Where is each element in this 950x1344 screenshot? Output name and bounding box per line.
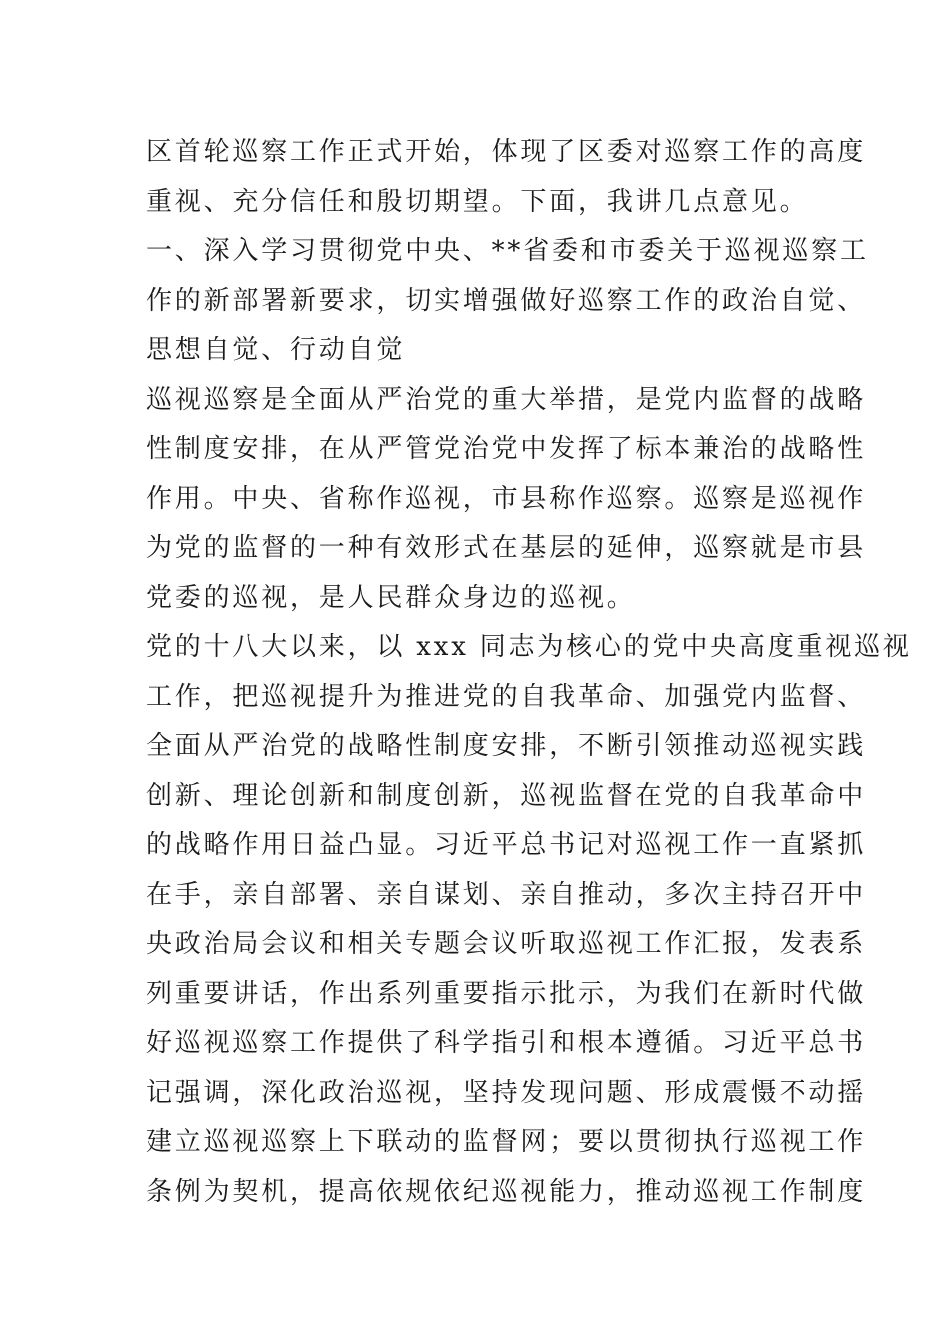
section-heading-line: 作的新部署新要求，切实增强做好巡察工作的政治自觉、 <box>146 285 867 316</box>
text-line: 重视、充分信任和殷切期望。下面，我讲几点意见。 <box>146 186 809 217</box>
text-line: 作用。中央、省称作巡视，市县称作巡察。巡察是巡视作 <box>146 483 867 514</box>
text-line: 为党的监督的一种有效形式在基层的延伸，巡察就是市县 <box>146 533 867 563</box>
text-line: 工作，把巡视提升为推进党的自我革命、加强党内监督、 <box>146 681 867 712</box>
text-line: 央政治局会议和相关专题会议听取巡视工作汇报，发表系 <box>146 929 867 959</box>
section-heading-line: 思想自觉、行动自觉 <box>146 335 406 365</box>
text-line: 巡视巡察是全面从严治党的重大举措，是党内监督的战略 <box>146 384 867 415</box>
text-line: 性制度安排，在从严管党治党中发挥了标本兼治的战略性 <box>146 434 867 464</box>
text-line: 记强调，深化政治巡视，坚持发现问题、形成震慑不动摇 <box>146 1077 867 1108</box>
text-line: 创新、理论创新和制度创新，巡视监督在党的自我革命中 <box>146 780 867 811</box>
document-body <box>146 128 912 1217</box>
text-line: 党委的巡视，是人民群众身边的巡视。 <box>146 582 636 613</box>
text-line: 好巡视巡察工作提供了科学指引和根本遵循。习近平总书 <box>146 1028 867 1058</box>
text-line: 建立巡视巡察上下联动的监督网；要以贯彻执行巡视工作 <box>146 1127 867 1157</box>
text-line: 的战略作用日益凸显。习近平总书记对巡视工作一直紧抓 <box>146 830 867 860</box>
text-line: 党的十八大以来，以 xxx 同志为核心的党中央高度重视巡视 <box>146 632 912 662</box>
text-line: 区首轮巡察工作正式开始，体现了区委对巡察工作的高度 <box>146 137 867 167</box>
section-heading-line: 一、深入学习贯彻党中央、**省委和市委关于巡视巡察工 <box>146 236 869 266</box>
text-line: 在手，亲自部署、亲自谋划、亲自推动，多次主持召开中 <box>146 879 867 910</box>
text-line: 列重要讲话，作出系列重要指示批示，为我们在新时代做 <box>146 978 867 1009</box>
text-line: 条例为契机，提高依规依纪巡视能力，推动巡视工作制度 <box>146 1176 867 1207</box>
text-line: 全面从严治党的战略性制度安排，不断引领推动巡视实践 <box>146 731 867 761</box>
